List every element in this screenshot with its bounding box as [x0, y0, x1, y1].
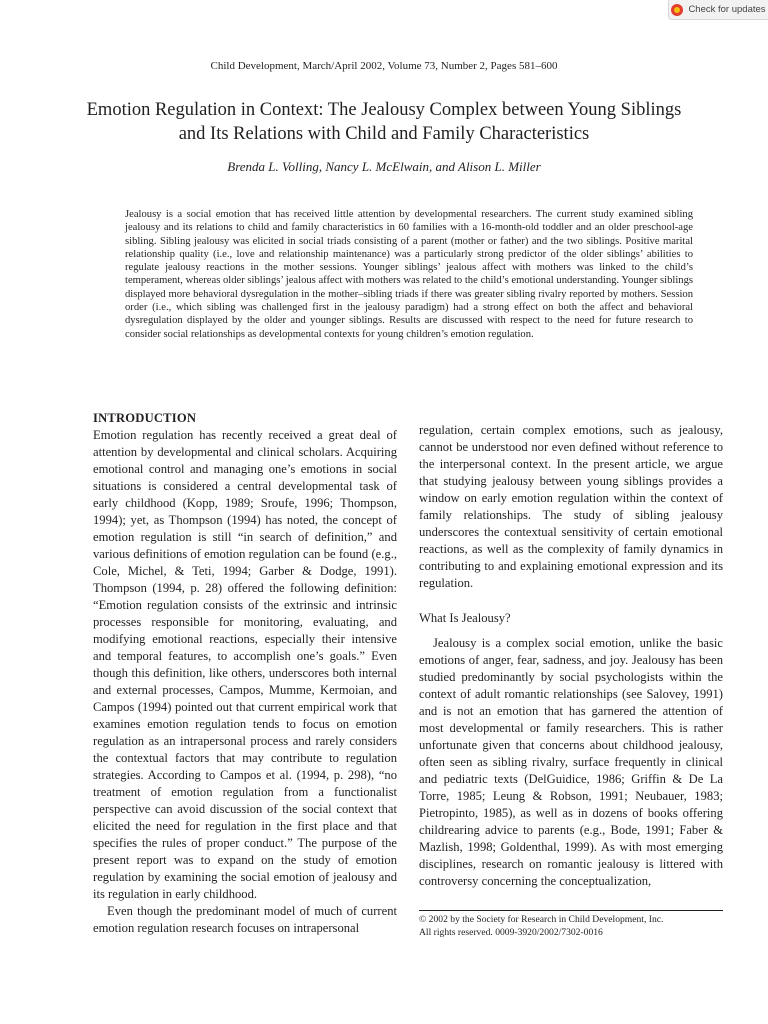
copyright-footnote — [419, 910, 723, 939]
check-for-updates-label: Check for updates — [688, 4, 766, 15]
section-heading-introduction: INTRODUCTION — [93, 411, 197, 425]
subsection-heading-what-is-jealousy: What Is Jealousy? — [419, 611, 511, 625]
copyright-line-2: All rights reserved. 0009-3920/2002/7302-0016 — [419, 927, 603, 938]
crossmark-icon — [671, 4, 683, 16]
abstract-paragraph: Jealousy is a social emotion that has received little attention by developmental researchers. The current study examined sibling jealousy and its relations to child and family characteristics in 60 families with a 16-month-old toddler and an older preschool-age sibling. Sibling jealousy was elicited in social triads consisting of a parent (mother or father) and the two siblings. Positive marital relationship quality (i.e., love and relationship maintenance) was a particularly strong predictor of the older siblings’ abilities to regulate jealousy reactions in the mother sessions. Younger siblings’ jealous affect with mothers was linked to the child’s temperament, whereas older siblings’ jealous affect with mothers was related to the child’s emotional understanding. Younger siblings displayed more behavioral dysregulation in the mother–sibling triads if there was greater sibling rivalry reported by mothers. Session order (i.e., which sibling was challenged first in the jealousy paradigm) had a strong effect on both the affect and behavioral dysregulation displayed by the older and younger siblings. Results are discussed with respect to the need for future research to consider social relationships as developmental contexts for young children’s emotion regulation. — [125, 209, 693, 340]
intro-paragraph-2: Even though the predominant model of much of current emotion regulation research focuses on intrapersonal — [93, 904, 397, 935]
left-column — [93, 410, 397, 937]
check-for-updates-button[interactable] — [668, 0, 768, 20]
jealousy-paragraph-1: Jealousy is a complex social emotion, unlike the basic emotions of anger, fear, sadness, and joy. Jealousy has been studied predominantly by social psychologists within the context of adult romantic relationships (see Salovey, 1991) and is not an emotion that has garnered the attention of most developmental or family researchers. This is rather unfortunate given that concerns about childhood jealousy, often seen as sibling rivalry, surface frequently in clinical and pediatric texts (DelGuidice, 1986; Griffin & De La Torre, 1985; Leung & Robson, 1991; Neubauer, 1983; Pietropinto, 1985), as well as in dozens of books offering childrearing advice to parents (e.g., Bode, 1991; Faber & Mazlish, 1998; Goldenthal, 1999). As with most emerging disciplines, research on romantic jealousy is littered with controversy concerning the conceptualization, — [419, 636, 723, 888]
article-title: Emotion Regulation in Context: The Jealousy Complex between Young Siblings and Its Relations with Child and Family Characteristics — [86, 100, 682, 144]
intro-paragraph-1: Emotion regulation has recently received a great deal of attention by developmental and clinical scholars. Acquiring emotional control and managing one’s emotions in social situations is considered a central developmental task of early childhood (Kopp, 1989; Sroufe, 1996; Thompson, 1994); yet, as Thompson (1994) has noted, the concept of emotion regulation is still “in search of definition,” and various definitions of emotion regulation can be found (e.g., Cole, Michel, & Teti, 1994; Garber & Dodge, 1991). Thompson (1994, p. 28) offered the following definition: “Emotion regulation consists of the extrinsic and intrinsic processes responsible for monitoring, evaluating, and modifying emotional reactions, especially their intensive and temporal features, to accomplish one’s goals.” Even though this definition, like others, underscores both internal and external processes, Campos, Mumme, Kermoian, and Campos (1994) pointed out that current empirical work that examines emotion regulation tends to focus on emotion regulation as an intrapersonal process and rarely considers the contextual factors that may contribute to regulation strategies. According to Campos et al. (1994, p. 298), “no treatment of emotion regulation from a functionalist perspective can avoid discussion of the social context that elicited the need for regulation in the first place and that specifies the rules of proper conduct.” The purpose of the present report was to expand on the study of emotion regulation by examining the social emotion of jealousy and its regulation in early childhood. — [93, 428, 397, 901]
intro-paragraph-2-continued: regulation, certain complex emotions, such as jealousy, cannot be understood nor even defined without reference to the interpersonal context. In the present article, we argue that studying jealousy between young siblings provides a window on early emotion regulation within the context of family relationships. The study of sibling jealousy underscores the contextual sensitivity of certain emotional reactions, as well as the complexity of family dynamics in contributing to and explaining emotional expression and its regulation. — [419, 423, 723, 590]
journal-citation-line: Child Development, March/April 2002, Volume 73, Number 2, Pages 581–600 — [210, 60, 558, 72]
copyright-line-1: © 2002 by the Society for Research in Child Development, Inc. — [419, 914, 664, 925]
article-authors: Brenda L. Volling, Nancy L. McElwain, and Alison L. Miller — [227, 159, 541, 174]
right-column — [419, 414, 723, 890]
